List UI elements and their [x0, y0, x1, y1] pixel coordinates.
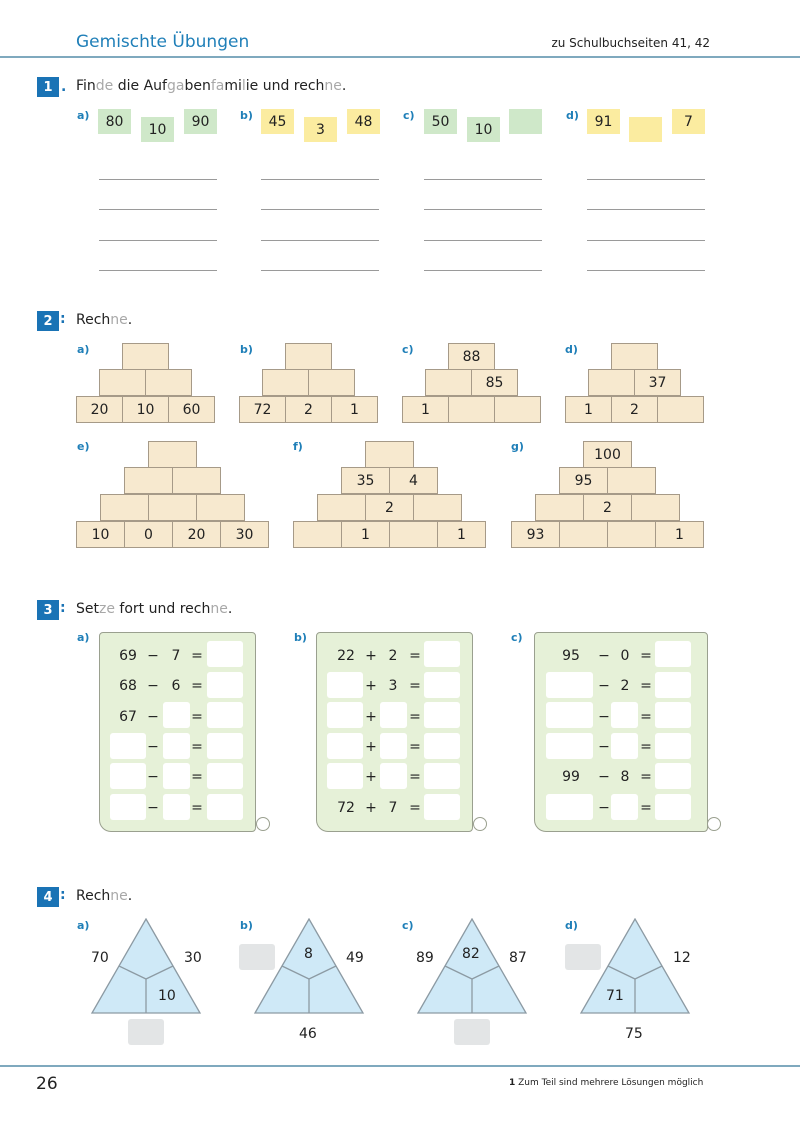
operand-box[interactable] — [110, 763, 146, 789]
plus-sign: + — [365, 709, 377, 725]
pyramid-cell: 30 — [220, 521, 269, 548]
task-instruction: Finde die Aufgabenfamilie und rechne. — [76, 78, 347, 94]
answer-box[interactable] — [207, 641, 243, 667]
operand-box[interactable] — [546, 672, 593, 698]
pyramid-cell[interactable] — [365, 441, 414, 468]
answer-line[interactable] — [587, 270, 705, 271]
operand-box[interactable] — [327, 763, 363, 789]
equals-sign: = — [409, 769, 421, 785]
pyramid-cell[interactable] — [148, 494, 197, 521]
answer-box-left[interactable] — [239, 944, 275, 970]
equals-sign: = — [640, 739, 652, 755]
pyramid-cell[interactable] — [317, 494, 366, 521]
pyramid-cell[interactable] — [559, 521, 608, 548]
answer-box[interactable] — [655, 733, 691, 759]
side-right-value: 49 — [346, 950, 364, 966]
subtask-label: e) — [77, 440, 90, 453]
task-number-badge: 3 — [37, 600, 59, 620]
minus-sign: − — [598, 739, 610, 755]
eq-minuend: 67 — [119, 709, 137, 725]
answer-box[interactable] — [655, 763, 691, 789]
pyramid-cell[interactable] — [631, 494, 680, 521]
pyramid-cell[interactable] — [262, 369, 309, 396]
minus-sign: − — [147, 648, 159, 664]
pyramid-cell[interactable] — [494, 396, 541, 423]
plus-sign: + — [365, 739, 377, 755]
subtask-label: c) — [402, 919, 414, 932]
pyramid-cell[interactable] — [535, 494, 584, 521]
pyramid-cell: 60 — [168, 396, 215, 423]
minus-sign: − — [147, 709, 159, 725]
answer-box[interactable] — [424, 702, 460, 728]
difficulty-marker: . — [61, 79, 67, 95]
operand-box[interactable] — [110, 733, 146, 759]
subtask-label: b) — [294, 631, 307, 644]
eq-addend-1: 22 — [337, 648, 355, 664]
plus-sign: + — [365, 769, 377, 785]
pyramid-cell[interactable] — [448, 396, 495, 423]
subtask-label: a) — [77, 109, 90, 122]
equals-sign: = — [409, 739, 421, 755]
side-right-value: 87 — [509, 950, 527, 966]
equals-sign: = — [640, 678, 652, 694]
footnote: 1 Zum Teil sind mehrere Lösungen möglich — [509, 1078, 704, 1088]
answer-line[interactable] — [587, 179, 705, 180]
pyramid-cell: 72 — [239, 396, 286, 423]
pyramid-cell: 88 — [448, 343, 495, 370]
number-box-right: 7 — [672, 109, 705, 134]
answer-box[interactable] — [207, 702, 243, 728]
pyramid-cell: 100 — [583, 441, 632, 468]
operand-box[interactable] — [611, 702, 638, 728]
eq-addend-2: 7 — [388, 800, 398, 816]
answer-box[interactable] — [655, 641, 691, 667]
equals-sign: = — [191, 769, 203, 785]
equals-sign: = — [191, 678, 203, 694]
pyramid-cell: 85 — [471, 369, 518, 396]
pyramid-cell[interactable] — [607, 467, 656, 494]
answer-line[interactable] — [587, 240, 705, 241]
pyramid-cell: 1 — [331, 396, 378, 423]
answer-line[interactable] — [99, 270, 217, 271]
answer-line[interactable] — [261, 209, 379, 210]
number-box-middle: 10 — [467, 117, 500, 142]
minus-sign: − — [598, 678, 610, 694]
answer-box[interactable] — [424, 641, 460, 667]
pyramid-cell[interactable] — [122, 343, 169, 370]
scroll-curl-icon — [256, 817, 270, 831]
operand-box[interactable] — [611, 794, 638, 820]
minus-sign: − — [598, 769, 610, 785]
operand-box[interactable] — [163, 794, 190, 820]
side-bottom-value: 46 — [299, 1026, 317, 1042]
number-box-left: 45 — [261, 109, 294, 134]
operand-box[interactable] — [327, 702, 363, 728]
side-right-value: 30 — [184, 950, 202, 966]
pyramid-cell: 1 — [402, 396, 449, 423]
answer-box[interactable] — [207, 763, 243, 789]
equals-sign: = — [409, 709, 421, 725]
pyramid-cell: 2 — [365, 494, 414, 521]
pyramid-cell[interactable] — [293, 521, 342, 548]
answer-line[interactable] — [424, 209, 542, 210]
difficulty-marker: : — [60, 311, 66, 327]
pyramid-cell[interactable] — [389, 521, 438, 548]
answer-line[interactable] — [424, 270, 542, 271]
task-instruction: Rechne. — [76, 888, 133, 904]
scroll-curl-icon — [473, 817, 487, 831]
equals-sign: = — [409, 678, 421, 694]
pyramid-cell[interactable] — [611, 343, 658, 370]
answer-box[interactable] — [424, 794, 460, 820]
answer-line[interactable] — [99, 179, 217, 180]
pyramid-cell[interactable] — [124, 467, 173, 494]
minus-sign: − — [147, 678, 159, 694]
operand-box[interactable] — [546, 794, 593, 820]
subtask-label: d) — [565, 919, 578, 932]
pyramid-cell: 1 — [655, 521, 704, 548]
subtask-label: a) — [77, 631, 90, 644]
inner-top-value: 8 — [304, 946, 313, 962]
operand-box[interactable] — [546, 733, 593, 759]
page-title: Gemischte Übungen — [76, 32, 250, 52]
operand-box[interactable] — [611, 733, 638, 759]
inner-right-value: 10 — [158, 988, 176, 1004]
header-divider — [0, 56, 800, 58]
equals-sign: = — [640, 769, 652, 785]
equals-sign: = — [191, 709, 203, 725]
difficulty-marker: : — [60, 887, 66, 903]
pyramid-cell[interactable] — [285, 343, 332, 370]
subtask-label: b) — [240, 919, 253, 932]
textbook-page-reference: zu Schulbuchseiten 41, 42 — [551, 36, 710, 50]
answer-line[interactable] — [261, 240, 379, 241]
triangle-shape — [90, 918, 202, 1014]
pyramid-cell[interactable] — [99, 369, 146, 396]
eq-addend-2: 3 — [388, 678, 398, 694]
pyramid-cell: 1 — [437, 521, 486, 548]
subtask-label: d) — [565, 343, 578, 356]
answer-line[interactable] — [99, 240, 217, 241]
answer-line[interactable] — [261, 270, 379, 271]
answer-box-bottom[interactable] — [454, 1019, 490, 1045]
pyramid-cell[interactable] — [145, 369, 192, 396]
pyramid-cell: 20 — [76, 396, 123, 423]
answer-box[interactable] — [207, 733, 243, 759]
eq-subtrahend: 6 — [171, 678, 181, 694]
number-box-middle: 3 — [304, 117, 337, 142]
pyramid-cell: 4 — [389, 467, 438, 494]
eq-minuend: 69 — [119, 648, 137, 664]
minus-sign: − — [147, 769, 159, 785]
answer-line[interactable] — [261, 179, 379, 180]
pyramid-cell[interactable] — [172, 467, 221, 494]
number-box-left: 50 — [424, 109, 457, 134]
number-box-left: 80 — [98, 109, 131, 134]
answer-box[interactable] — [207, 672, 243, 698]
side-left-value: 89 — [416, 950, 434, 966]
plus-sign: + — [365, 648, 377, 664]
pyramid-cell[interactable] — [657, 396, 704, 423]
equals-sign: = — [640, 800, 652, 816]
equals-sign: = — [640, 648, 652, 664]
eq-subtrahend: 2 — [620, 678, 630, 694]
answer-box[interactable] — [655, 702, 691, 728]
answer-box[interactable] — [424, 733, 460, 759]
pyramid-cell: 2 — [611, 396, 658, 423]
answer-box[interactable] — [424, 672, 460, 698]
equals-sign: = — [191, 648, 203, 664]
answer-line[interactable] — [424, 179, 542, 180]
pyramid-cell: 10 — [76, 521, 125, 548]
eq-subtrahend: 0 — [620, 648, 630, 664]
equals-sign: = — [640, 709, 652, 725]
triangle-shape — [416, 918, 528, 1014]
difficulty-marker: : — [60, 600, 66, 616]
answer-line[interactable] — [99, 209, 217, 210]
operand-box[interactable] — [110, 794, 146, 820]
subtask-label: b) — [240, 109, 253, 122]
equals-sign: = — [191, 800, 203, 816]
page-number: 26 — [36, 1074, 58, 1094]
number-box-middle[interactable]: 10 — [141, 117, 174, 142]
answer-box-left[interactable] — [565, 944, 601, 970]
subtask-label: f) — [293, 440, 303, 453]
answer-box[interactable] — [424, 763, 460, 789]
eq-minuend: 99 — [562, 769, 580, 785]
answer-line[interactable] — [424, 240, 542, 241]
answer-box[interactable] — [655, 794, 691, 820]
subtask-label: d) — [566, 109, 579, 122]
pyramid-cell[interactable] — [100, 494, 149, 521]
side-bottom-value: 75 — [625, 1026, 643, 1042]
subtask-label: c) — [403, 109, 415, 122]
footer-divider — [0, 1065, 800, 1067]
subtask-label: g) — [511, 440, 524, 453]
minus-sign: − — [147, 800, 159, 816]
subtask-label: b) — [240, 343, 253, 356]
eq-subtrahend: 7 — [171, 648, 181, 664]
number-box-right: 48 — [347, 109, 380, 134]
eq-addend-2: 2 — [388, 648, 398, 664]
number-box-left: 91 — [587, 109, 620, 134]
operand-box[interactable] — [380, 733, 407, 759]
pyramid-cell[interactable] — [413, 494, 462, 521]
pyramid-cell: 2 — [285, 396, 332, 423]
subtask-label: a) — [77, 919, 90, 932]
equals-sign: = — [409, 648, 421, 664]
inner-top-value: 82 — [462, 946, 480, 962]
pyramid-cell[interactable] — [588, 369, 635, 396]
pyramid-cell[interactable] — [308, 369, 355, 396]
operand-box[interactable] — [380, 702, 407, 728]
number-box-right[interactable] — [509, 109, 542, 134]
pyramid-cell[interactable] — [607, 521, 656, 548]
pyramid-cell[interactable] — [148, 441, 197, 468]
task-instruction: Setze fort und rechne. — [76, 601, 233, 617]
pyramid-cell: 37 — [634, 369, 681, 396]
operand-box[interactable] — [327, 672, 363, 698]
pyramid-cell: 0 — [124, 521, 173, 548]
minus-sign: − — [598, 709, 610, 725]
pyramid-cell: 95 — [559, 467, 608, 494]
subtask-label: a) — [77, 343, 90, 356]
operand-box[interactable] — [327, 733, 363, 759]
task-number-badge: 2 — [37, 311, 59, 331]
inner-left-value: 71 — [606, 988, 624, 1004]
operand-box[interactable] — [380, 763, 407, 789]
side-left-value: 70 — [91, 950, 109, 966]
eq-minuend: 68 — [119, 678, 137, 694]
eq-addend-1: 72 — [337, 800, 355, 816]
pyramid-cell: 2 — [583, 494, 632, 521]
minus-sign: − — [598, 800, 610, 816]
subtask-label: c) — [402, 343, 414, 356]
answer-box[interactable] — [655, 672, 691, 698]
scroll-curl-icon — [707, 817, 721, 831]
pyramid-cell[interactable] — [425, 369, 472, 396]
eq-minuend: 95 — [562, 648, 580, 664]
operand-box[interactable] — [163, 763, 190, 789]
task-number-badge: 1 — [37, 77, 59, 97]
equals-sign: = — [191, 739, 203, 755]
side-right-value: 12 — [673, 950, 691, 966]
pyramid-cell: 10 — [122, 396, 169, 423]
pyramid-cell: 20 — [172, 521, 221, 548]
pyramid-cell: 93 — [511, 521, 560, 548]
number-box-middle[interactable] — [629, 117, 662, 142]
answer-box[interactable] — [207, 794, 243, 820]
pyramid-cell: 1 — [565, 396, 612, 423]
operand-box[interactable] — [163, 702, 190, 728]
answer-line[interactable] — [587, 209, 705, 210]
task-number-badge: 4 — [37, 887, 59, 907]
number-box-right: 90 — [184, 109, 217, 134]
pyramid-cell: 35 — [341, 467, 390, 494]
minus-sign: − — [598, 648, 610, 664]
pyramid-cell[interactable] — [196, 494, 245, 521]
eq-subtrahend: 8 — [620, 769, 630, 785]
plus-sign: + — [365, 678, 377, 694]
answer-box-bottom[interactable] — [128, 1019, 164, 1045]
minus-sign: − — [147, 739, 159, 755]
operand-box[interactable] — [163, 733, 190, 759]
task-instruction: Rechne. — [76, 312, 133, 328]
operand-box[interactable] — [546, 702, 593, 728]
subtask-label: c) — [511, 631, 523, 644]
plus-sign: + — [365, 800, 377, 816]
equals-sign: = — [409, 800, 421, 816]
pyramid-cell: 1 — [341, 521, 390, 548]
